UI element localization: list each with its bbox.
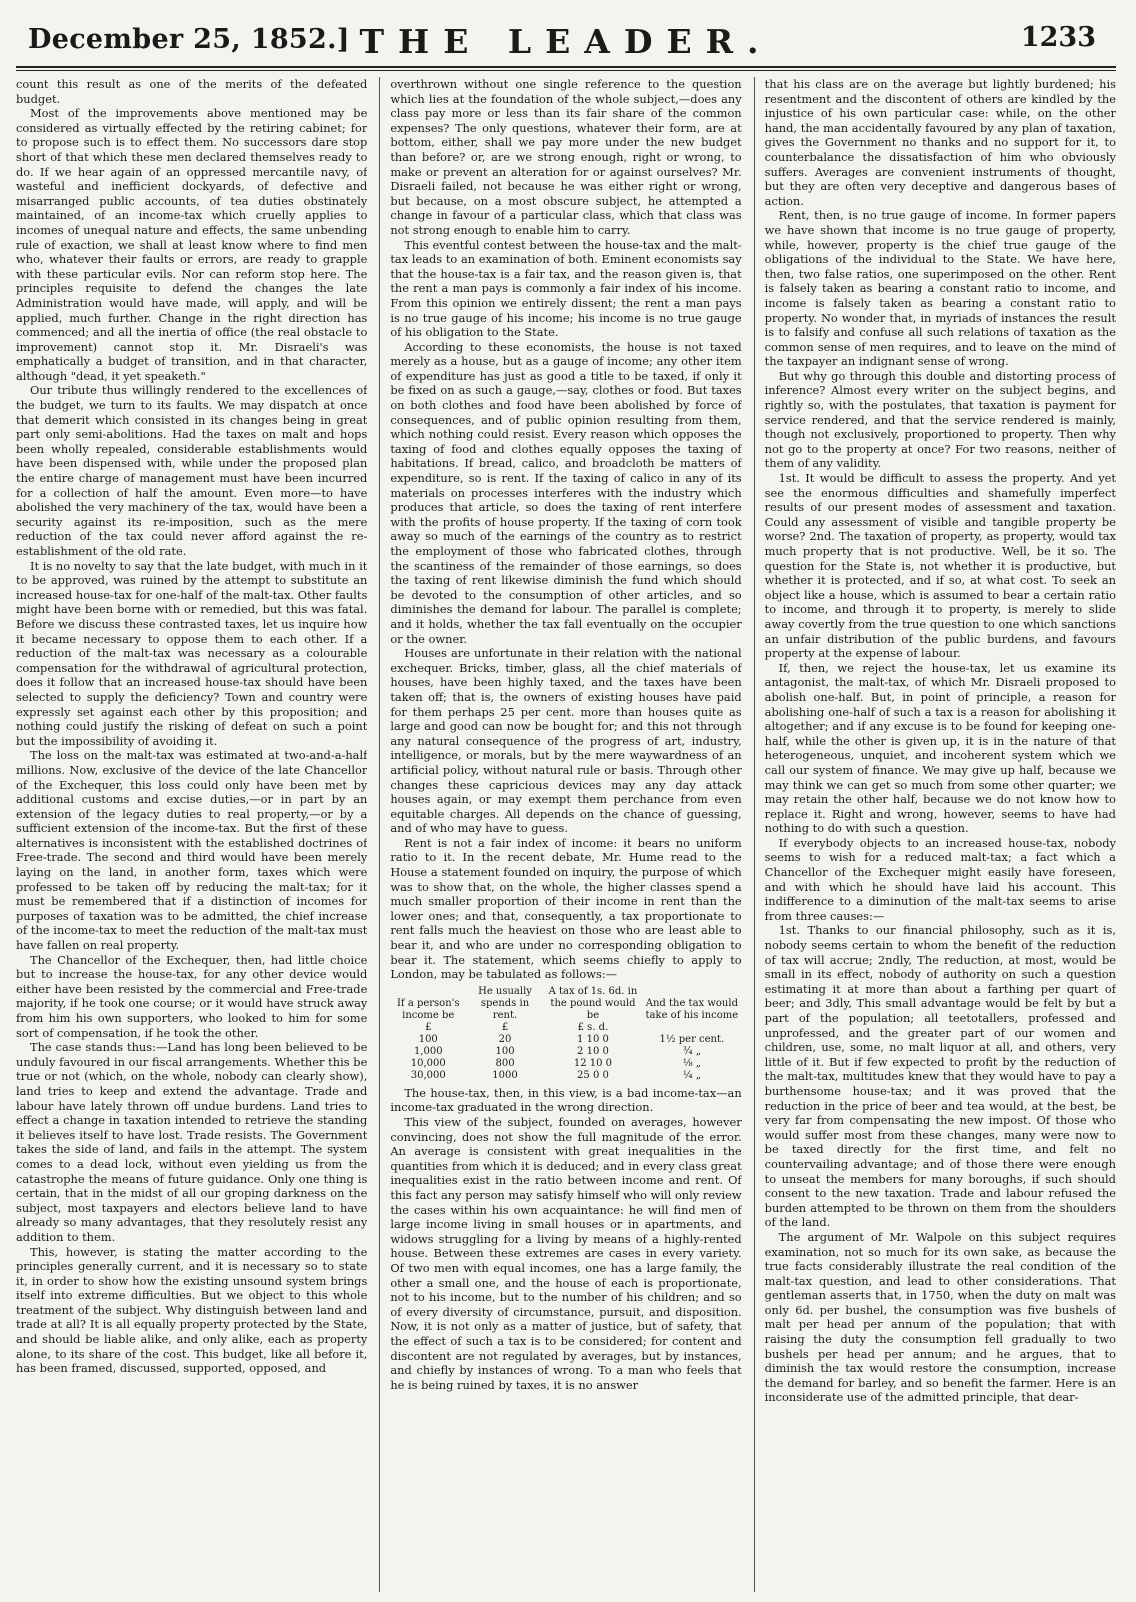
rent-income-table — [390, 986, 741, 1082]
article-paragraph: This eventful contest between the house-tax and the malt-tax leads to an examination of both. Eminent economists say that the house-tax is a fair tax, and the reason given is, that the rent a man pays is commonly a fair index of his income. From this opinion we entirely dissent; the rent a man pays is no true gauge of his income; his income is no true gauge of his obligation to the State. — [390, 237, 742, 340]
article-paragraph: 1st. It would be difficult to assess the property. And yet see the enormous difficulties and shamefully imperfect results of our present modes of assessment and taxation. Could any assessment of visible and tangible property be worse? 2nd. The taxation of property, as property, would tax much property that is not productive. Well, be it so. The question for the State is, not whether it is productive, but whether it is protected, and if so, at what cost. To seek an object like a house, which is assumed to bear a certain ratio to income, and through it to property, is merely to slide away covertly from the true question to one which sanctions an unfair distribution of the public burdens, and favours property at the expense of labour. — [764, 471, 1116, 661]
table-header: He usually spends in rent. — [478, 985, 532, 1021]
article-paragraph: Rent, then, is no true gauge of income. In former papers we have shown that income is no true gauge of property, while, however, property is the chief true gauge of the obligations of the individual to the State. We have here, then, two false ratios, one superimposed on the other. Rent is falsely taken as bearing a constant ratio to income, and income is falsely taken as bearing a constant ratio to property. No wonder that, in myriads of instances the result is to falsify and confuse all such relations of taxation as the common sense of men requires, and to leave on the mind of the taxpayer an indignant sense of wrong. — [764, 208, 1116, 369]
issue-date: December 25, 1852.] — [28, 24, 350, 55]
article-paragraph: If everybody objects to an increased house-tax, nobody seems to wish for a reduced malt-tax; a fact which a Chancellor of the Exchequer might easily have foreseen, and with which he should have laid his account. This indifference to a diminution of the malt-tax seems to arise from three causes:— — [764, 835, 1116, 923]
table-cell: 10,000 — [410, 1057, 446, 1069]
publication-title: THE LEADER. — [359, 22, 773, 61]
table-cell: ¾ „ — [682, 1045, 701, 1057]
table-header: If a person's income be — [396, 997, 460, 1021]
table-unit: £ — [425, 1021, 432, 1033]
article-paragraph: The loss on the malt-tax was estimated at two-and-a-half millions. Now, exclusive of the device of the late Chancellor of the Exchequer, this loss could only have been met by additional customs and excise duties,—or in part by an extension of the legacy duties to real property,—or by a sufficient extension of the income-tax. But the first of these alternatives is inconsistent with the established doctrines of Free-trade. The second and third would have been merely laying on the land, in another form, taxes which were professed to be taken off by reducing the malt-tax; for it must be remembered that if a distinction of incomes for purposes of taxation was to be admitted, the chief increase of the income-tax to meet the reduction of the malt-tax must have fallen on real property. — [16, 748, 368, 953]
table-cell: ⅛ „ — [682, 1057, 701, 1069]
article-paragraph: The house-tax, then, in this view, is a bad income-tax—an income-tax graduated in the wrong direction. — [390, 1085, 742, 1115]
article-paragraph: It is no novelty to say that the late budget, with much in it to be approved, was ruined by the attempt to substitute an increased house-tax for one-half of the malt-tax. Other faults might have been borne with or remedied, but this was fatal. Before we discuss these contrasted taxes, let us inquire how it became necessary to oppose them to each other. If a reduction of the malt-tax was necessary as a colourable compensation for the withdrawal of agricultural protection, does it follow that an increased house-tax should have been selected to supply the deficiency? Town and country were expressly set against each other by this proposition; and nothing could justify the risking of defeat on such a point but the impossibility of avoiding it. — [16, 558, 368, 748]
column-left — [16, 77, 367, 1592]
table-header: A tax of 1s. 6d. in the pound would be — [548, 985, 638, 1021]
table-row — [390, 1070, 741, 1082]
table-cell: 1½ per cent. — [659, 1033, 725, 1045]
article-paragraph: If, then, we reject the house-tax, let us examine its antagonist, the malt-tax, of which Mr. Disraeli proposed to abolish one-half. But, in point of principle, a reason for abolishing one-half of such a tax is a reason for abolishing it altogether; and if any excuse is to be found for keeping one-half, while the other is given up, it is in the nature of that heterogeneous, unquiet, and incoherent system which we call our system of finance. We may give up half, because we may think we can get so much from some other quarter; we may retain the other half, because we do not know how to replace it. Right and wrong, however, seems to have had nothing to do with such a question. — [764, 660, 1116, 836]
article-paragraph: This view of the subject, founded on averages, however convincing, does not show the full magnitude of the error. An average is consistent with great inequalities in the quantities from which it is deduced; and in every class great inequalities exist in the ratio between income and rent. Of this fact any person may satisfy himself who will only review the cases within his own acquaintance: he will find men of large income living in small houses or in apartments, and widows struggling for a living by means of a highly-rented house. Between these extremes are cases in every variety. Of two men with equal incomes, one has a large family, the other a small one, and the house of each is proportionate, not to his income, but to the number of his children; and so of every diversity of circumstance, pursuit, and disposition. Now, it is not only as a matter of justice, but of safety, that the effect of such a tax is to be considered; for content and discontent are not regulated by averages, but by instances, and chiefly by instances of wrong. To a man who feels that he is being ruined by taxes, it is no answer — [390, 1115, 742, 1392]
table-row — [390, 1046, 741, 1058]
column-middle — [379, 77, 741, 1592]
table-cell: 12 10 0 — [573, 1057, 613, 1069]
article-paragraph: According to these economists, the house is not taxed merely as a house, but as a gauge of income; any other item of expenditure has just as good a title to be taxed, if only it be fixed on as such a gauge,—say, clothes or food. But taxes on both clothes and food have been abolished by force of consequences, and of public opinion resulting from them, which nothing could resist. Every reason which opposes the taxing of food and clothes equally opposes the taxing of habitations. If bread, calico, and broadcloth be matters of expenditure, so is rent. If the taxing of calico in any of its materials on processes interferes with the industry which produces that article, so does the taxing of rent interfere with the profits of house property. If the taxing of corn took away so much of the earnings of the country as to restrict the employment of those who fabricated clothes, through the scantiness of the remainder of those earnings, so does the taxing of rent likewise diminish the fund which should be devoted to the consumption of other articles, and so diminishes the demand for labour. The parallel is complete; and it holds, whether the tax fall eventually on the occupier or the owner. — [390, 339, 742, 646]
table-row — [390, 1034, 741, 1046]
article-paragraph: The case stands thus:—Land has long been believed to be unduly favoured in our fiscal arrangements. Whether this be true or not (which, on the whole, nobody can clearly show), land tries to keep and extend the advantage. Trade and labour have lately thrown off undue burdens. Land tries to effect a change in taxation intended to retrieve the standing it believes itself to have lost. Trade resists. The Government takes the side of land, and fails in the attempt. The system comes to a dead lock, without even yielding us from the catastrophe the means of future guidance. Only one thing is certain, that in the midst of all our groping darkness on the subject, most taxpayers and electors believe land to have already so many advantages, that they resolutely resist any addition to them. — [16, 1040, 368, 1244]
article-columns — [16, 77, 1116, 1592]
article-paragraph: overthrown without one single reference to the question which lies at the foundation of the whole subject,—does any class pay more or less than its fair share of the common expenses? The only questions, whatever their form, are at bottom, either, shall we pay more under the new budget than before? or, are we strong enough, right or wrong, to make or prevent an alteration for or against ourselves? Mr. Disraeli failed, not because he was either right or wrong, but because, on a most obscure subject, he attempted a change in favour of a particular class, which that class was not strong enough to enable him to carry. — [390, 77, 742, 237]
article-paragraph: that his class are on the average but lightly burdened; his resentment and the discontent of others are kindled by the injustice of his own particular case: while, on the other hand, the man accidentally favoured by any plan of taxation, gives the Government no thanks and no support for it, to counterbalance the dissatisfaction of him who obviously suffers. Averages are convenient instruments of thought, but they are often very deceptive and dangerous bases of action. — [764, 77, 1116, 208]
article-paragraph: Rent is not a fair index of income: it bears no uniform ratio to it. In the recent debate, Mr. Hume read to the House a statement founded on inquiry, the purpose of which was to show that, on the whole, the higher classes spend a much smaller proportion of their income in rent than the lower ones; and that, consequently, a tax proportionate to rent falls much the heaviest on those who are least able to bear it, and who are under no corresponding obligation to bear it. The statement, which seems chiefly to apply to London, may be tabulated as follows:— — [390, 835, 742, 982]
table-unit: £ s. d. — [577, 1021, 609, 1033]
table-cell: 25 0 0 — [577, 1069, 609, 1081]
table-cell: 20 — [498, 1033, 512, 1045]
table-cell: 1 10 0 — [577, 1033, 609, 1045]
table-cell: 1000 — [492, 1069, 518, 1081]
article-paragraph: But why go through this double and distorting process of inference? Almost every writer on the subject begins, and rightly so, with the postulates, that taxation is payment for service rendered, and that the service rendered is mainly, though not exclusively, proportioned to property. Then why not go to the property at once? For two reasons, neither of them of any validity. — [764, 368, 1116, 471]
table-cell: 100 — [495, 1045, 515, 1057]
table-cell: 30,000 — [410, 1069, 446, 1081]
article-paragraph: Most of the improvements above mentioned may be considered as virtually effected by the retiring cabinet; for to propose such is to effect them. No successors dare stop short of that which these men declared themselves ready to do. If we hear again of an oppressed mercantile navy, of wasteful and inefficient dockyards, of defective and misarranged public accounts, of tea duties obstinately maintained, of an income-tax which cruelly applies to incomes of unequal nature and effects, the same unbending rule of exaction, we shall at least know where to find men who, whatever their faults or errors, are ready to grapple with these particular evils. Nor can reform stop here. The principles requisite to defend the changes the late Administration would have made, will apply, and will be applied, much further. Change in the right direction has commenced; and all the inertia of office (the real obstacle to improvement) cannot stop it. Mr. Disraeli's was emphatically a budget of transition, and in that character, although "dead, it yet speaketh." — [16, 106, 368, 383]
table-unit — [642, 1022, 742, 1034]
table-unit: £ — [501, 1021, 509, 1033]
table-cell: 2 10 0 — [577, 1045, 609, 1057]
column-right — [754, 77, 1116, 1592]
header-rule — [16, 70, 1116, 71]
masthead — [16, 16, 1116, 68]
article-paragraph: count this result as one of the merits of the defeated budget. — [16, 77, 368, 106]
article-paragraph: This, however, is stating the matter according to the principles generally current, and it is necessary so to state it, in order to show how the existing unsound system brings itself into extreme difficulties. But we object to this whole treatment of the subject. Why distinguish between land and trade at all? It is all equally property protected by the State, and should be liable alike, and only alike, each as property alone, to its share of the cost. This budget, like all before it, has been framed, discussed, supported, opposed, and — [16, 1244, 368, 1376]
table-cell: 100 — [418, 1033, 438, 1045]
table-cell: 800 — [495, 1057, 515, 1069]
table-cell: ¼ „ — [682, 1069, 701, 1081]
article-paragraph: The argument of Mr. Walpole on this subject requires examination, not so much for its own sake, as because the true facts considerably illustrate the real condition of the malt-tax question, and lead to other considerations. That gentleman asserts that, in 1750, when the duty on malt was only 6d. per bushel, the consumption was five bushels of malt per head per annum of the population; that with raising the duty the consumption fell gradually to two bushels per head per annum; and he argues, that to diminish the tax would restore the consumption, increase the demand for barley, and so benefit the farmer. Here is an inconsiderate use of the admitted principle, that dear- — [764, 1229, 1116, 1405]
article-paragraph: Houses are unfortunate in their relation with the national exchequer. Bricks, timber, glass, all the chief materials of houses, have been highly taxed, and the taxes have been taken off; that is, the owners of existing houses have paid for them perhaps 25 per cent. more than houses quite as large and good can now be bought for; and this not through any natural consequence of the progress of art, industry, intelligence, or morals, but by the mere waywardness of an artificial policy, without natural rule or basis. Through other changes these capricious devices may any day attack houses again, or may exempt them perchance from even equitable charges. All depends on the chance of guessing, and of who may have to guess. — [390, 646, 742, 836]
table-row — [390, 1058, 741, 1070]
page-number: 1233 — [1020, 22, 1096, 53]
article-paragraph: 1st. Thanks to our financial philosophy, such as it is, nobody seems certain to whom the benefit of the reduction of tax will accrue; 2ndly, The reduction, at most, would be small in its effect, nobody of authority on such a question estimating it at more than about a farthing per quart of beer; and 3dly, This small advantage would be felt by but a part of the population; all teetotallers, professed and unprofessed, and the greater part of our women and children, use, some, no malt liquor at all, and others, very little of it. But if few expected to profit by the reduction of the malt-tax, multitudes knew that they would have to pay a burthensome house-tax; and it was proved that the reduction in the price of beer and tea would, at the best, be very far from compensating the new impost. Of those who would suffer most from these changes, many were now to be taxed directly for the first time, and felt no countervailing advantage; and of those there were enough to unseat the members for many boroughs, if such should consent to the new taxation. Trade and labour refused the burden attempted to be thrown on them from the shoulders of the land. — [764, 923, 1116, 1230]
table-cell: 1,000 — [413, 1045, 443, 1057]
table-header: And the tax would take of his income — [645, 997, 739, 1021]
article-paragraph: The Chancellor of the Exchequer, then, had little choice but to increase the house-tax, for any other device would either have been resisted by the commercial and Free-trade majority, if he took one course; or it would have struck away from him his own supporters, who looked to him for some sort of compensation, if he took the other. — [16, 952, 368, 1040]
article-paragraph: Our tribute thus willingly rendered to the excellences of the budget, we turn to its faults. We may dispatch at once that demerit which consisted in its changes being in great part only semi-abolitions. Had the taxes on malt and hops been wholly repealed, considerable establishments would have been dispensed with, while under the proposed plan the entire charge of management must have been incurred for a collection of half the amount. Even more—to have abolished the very machinery of the tax, would have been a security against its re-imposition, such as the mere reduction of the tax could never afford against the re-establishment of the old rate. — [16, 383, 368, 558]
